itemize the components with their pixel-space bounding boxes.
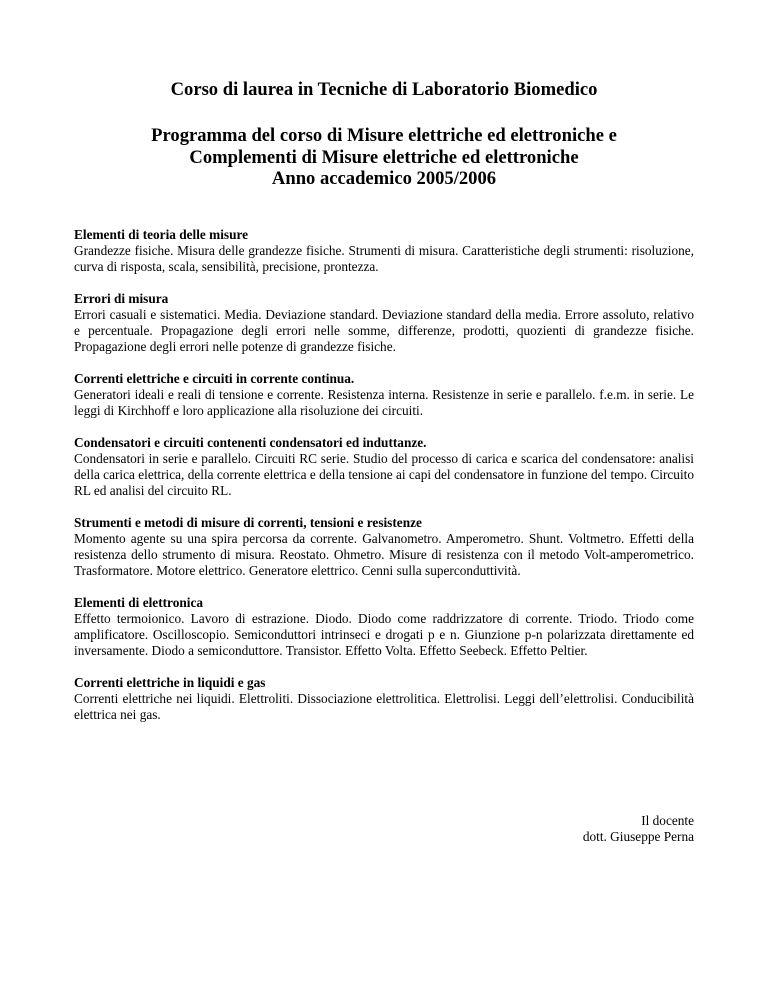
section-body: Correnti elettriche nei liquidi. Elettroliti. Dissociazione elettrolitica. Elettrolisi. Leggi dell’elettrolisi. Conducibilità elettrica nei gas. — [74, 691, 694, 722]
section-measurement-theory — [74, 227, 694, 275]
signature-block — [394, 813, 694, 845]
signature-role: Il docente — [641, 813, 694, 828]
section-electronics — [74, 595, 694, 659]
section-heading: Elementi di teoria delle misure — [74, 227, 249, 242]
section-body: Effetto termoionico. Lavoro di estrazione. Diodo. Diodo come raddrizzatore di corrente. Triodo. Triodo come amplificatore. Oscilloscopio. Semiconduttori intrinseci e drogati p e n. Giunzione p-n polarizzata direttamente ed inversamente. Diodo a semiconduttore. Transistor. Effetto Volta. Effetto Seebeck. Effetto Peltier. — [74, 611, 694, 658]
section-heading: Condensatori e circuiti contenenti condensatori ed induttanze. — [74, 435, 427, 450]
section-body: Generatori ideali e reali di tensione e corrente. Resistenza interna. Resistenze in serie e parallelo. f.e.m. in serie. Le leggi di Kirchhoff e loro applicazione alla risoluzione dei circuiti. — [74, 387, 694, 418]
section-body: Grandezze fisiche. Misura delle grandezze fisiche. Strumenti di misura. Caratteristiche degli strumenti: risoluzione, curva di risposta, scala, sensibilità, precisione, prontezza. — [74, 243, 694, 274]
academic-year-line: Anno accademico 2005/2006 — [271, 168, 497, 189]
course-title: Corso di laurea in Tecniche di Laboratorio Biomedico — [170, 79, 598, 100]
section-body: Momento agente su una spira percorsa da corrente. Galvanometro. Amperometro. Shunt. Voltmetro. Effetti della resistenza dello strumento di misura. Reostato. Ohmetro. Misure di resistenza con il metodo Volt-amperometrico. Trasformatore. Motore elettrico. Generatore elettrico. Cenni sulla superconduttività. — [74, 531, 694, 578]
section-capacitors-inductors — [74, 435, 694, 499]
program-title-line-1: Programma del corso di Misure elettriche ed elettroniche e — [151, 125, 617, 146]
syllabus-sections — [74, 227, 694, 739]
signature-name: dott. Giuseppe Perna — [582, 829, 694, 844]
section-body: Errori casuali e sistematici. Media. Deviazione standard. Deviazione standard della media. Errore assoluto, relativo e percentuale. Propagazione degli errori nelle somme, differenze, prodotti, quozienti di grandezze fisiche. Propagazione degli errori nelle potenze di grandezze fisiche. — [74, 307, 694, 354]
section-heading: Correnti elettriche in liquidi e gas — [74, 675, 266, 690]
program-title — [74, 125, 694, 190]
section-dc-circuits — [74, 371, 694, 419]
section-heading: Elementi di elettronica — [74, 595, 204, 610]
section-heading: Errori di misura — [74, 291, 169, 306]
section-heading: Strumenti e metodi di misure di correnti, tensioni e resistenze — [74, 515, 422, 530]
section-instruments-methods — [74, 515, 694, 579]
section-body: Condensatori in serie e parallelo. Circuiti RC serie. Studio del processo di carica e scarica del condensatore: analisi della carica elettrica, della corrente elettrica e della tensione ai capi del condensatore in funzione del tempo. Circuito RL ed analisi del circuito RL. — [74, 451, 694, 498]
section-heading: Correnti elettriche e circuiti in corrente continua. — [74, 371, 355, 386]
section-liquids-gases — [74, 675, 694, 723]
section-measurement-errors — [74, 291, 694, 355]
program-title-line-2: Complementi di Misure elettriche ed elettroniche — [189, 146, 579, 168]
